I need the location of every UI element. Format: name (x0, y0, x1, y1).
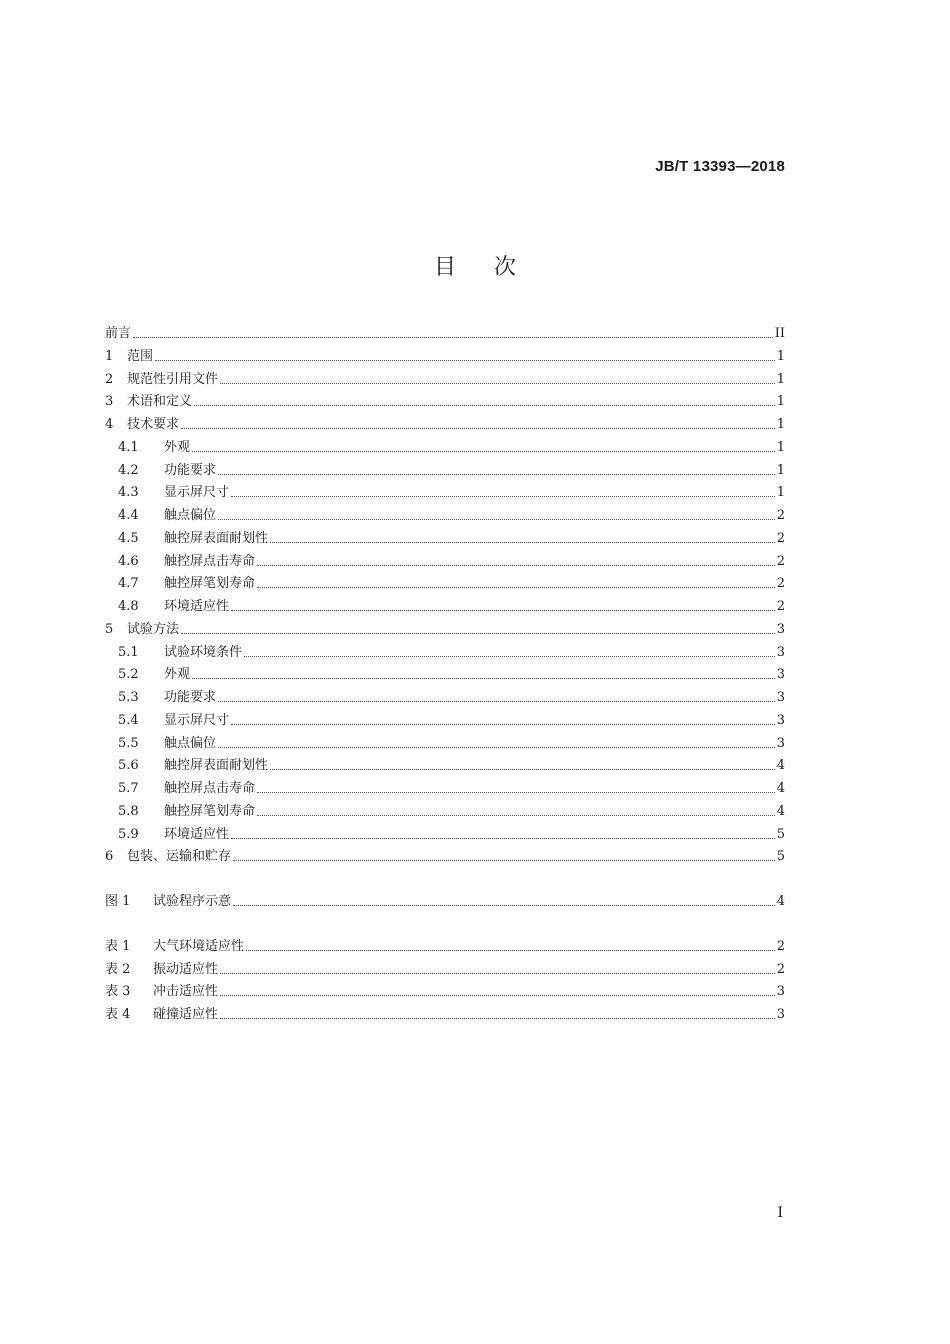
toc-entry-number: 5.6 (118, 758, 139, 773)
toc-entry-number: 表 1 (105, 939, 131, 954)
toc-entry (105, 618, 785, 638)
toc-entry-page: 2 (776, 531, 785, 546)
dot-leader (220, 994, 775, 996)
toc-entry (105, 709, 785, 729)
toc-entry-number: 5.3 (118, 690, 139, 705)
toc-entry (105, 436, 785, 456)
dot-leader (270, 768, 775, 770)
dot-leader (218, 746, 775, 748)
toc-entry-label: 冲击适应性 (153, 984, 219, 999)
toc-entry-label: 触点偏位 (164, 736, 217, 751)
toc-entry-label: 外观 (164, 440, 191, 455)
table-entry (105, 980, 785, 1000)
toc-entry-page: 4 (776, 894, 785, 909)
toc-entry-page: 2 (776, 576, 785, 591)
toc-entry-page: 1 (776, 440, 785, 455)
dot-leader (233, 904, 775, 906)
toc-entry-page: 1 (776, 372, 785, 387)
dot-leader (133, 336, 773, 338)
toc-entry-page: 3 (776, 1007, 785, 1022)
toc-entry-number: 4.4 (118, 508, 139, 523)
toc-entry (105, 504, 785, 524)
toc-entry-label: 技术要求 (127, 417, 180, 432)
toc-entry-label: 碰撞适应性 (153, 1007, 219, 1022)
standard-number: JB/T 13393—2018 (655, 158, 785, 175)
toc-entry (105, 322, 785, 342)
toc-entry (105, 845, 785, 865)
toc-entry-number: 2 (105, 372, 114, 387)
toc-entry-page: 1 (776, 463, 785, 478)
dot-leader (220, 382, 775, 384)
toc-entry (105, 823, 785, 843)
toc-entry (105, 572, 785, 592)
toc-entry-number: 4 (105, 417, 114, 432)
toc-entry-page: 3 (776, 645, 785, 660)
dot-leader (218, 700, 775, 702)
toc-entry (105, 800, 785, 820)
dot-leader (257, 564, 775, 566)
toc-entry-page: 3 (776, 713, 785, 728)
table-entry (105, 1003, 785, 1023)
toc-entry-number: 5.5 (118, 736, 139, 751)
toc-entry-number: 4.5 (118, 531, 139, 546)
toc-entry-number: 5.4 (118, 713, 139, 728)
toc-entry-page: 5 (776, 849, 785, 864)
dot-leader (244, 655, 775, 657)
toc-entry (105, 663, 785, 683)
page-number: I (777, 1205, 783, 1221)
toc-entry-page: 3 (776, 667, 785, 682)
toc-entry-page: 2 (776, 554, 785, 569)
toc-entry-label: 外观 (164, 667, 191, 682)
toc-entry (105, 595, 785, 615)
toc-entry (105, 481, 785, 501)
toc-entry-page: 3 (776, 984, 785, 999)
dot-leader (155, 359, 775, 361)
toc-entry-page: 1 (776, 485, 785, 500)
toc-entry-label: 环境适应性 (164, 827, 230, 842)
toc-entry-label: 触控屏表面耐划性 (164, 531, 269, 546)
dot-leader (218, 473, 775, 475)
toc-entry-label: 显示屏尺寸 (164, 713, 230, 728)
dot-leader (220, 1017, 775, 1019)
toc-entry (105, 345, 785, 365)
dot-leader (257, 814, 775, 816)
toc-entry-page: 5 (776, 827, 785, 842)
toc-entry (105, 641, 785, 661)
toc-entry-label: 大气环境适应性 (153, 939, 245, 954)
dot-leader (181, 632, 775, 634)
toc-entry-number: 图 1 (105, 894, 131, 909)
dot-leader (270, 541, 775, 543)
toc-entry-page: II (774, 326, 785, 341)
toc-entry (105, 459, 785, 479)
toc-entry-label: 触点偏位 (164, 508, 217, 523)
toc-entry-page: 3 (776, 690, 785, 705)
toc-entry-label: 触控屏表面耐划性 (164, 758, 269, 773)
dot-leader (231, 495, 775, 497)
dot-leader (231, 609, 775, 611)
toc-entry-label: 环境适应性 (164, 599, 230, 614)
toc-entry-number: 4.6 (118, 554, 139, 569)
dot-leader (257, 586, 775, 588)
toc-entry-label: 试验环境条件 (164, 645, 243, 660)
toc-entry-label: 触控屏笔划寿命 (164, 804, 256, 819)
toc-entry-number: 表 4 (105, 1007, 131, 1022)
toc-entry-number: 1 (105, 349, 114, 364)
toc-entry-number: 5.2 (118, 667, 139, 682)
toc-entry-number: 5.1 (118, 645, 139, 660)
dot-leader (257, 791, 775, 793)
dot-leader (218, 518, 775, 520)
toc-entry (105, 390, 785, 410)
toc-entry-number: 4.2 (118, 463, 139, 478)
table-entry (105, 935, 785, 955)
toc-entry-number: 6 (105, 849, 114, 864)
toc-entry-page: 1 (776, 349, 785, 364)
dot-leader (220, 972, 775, 974)
toc-entry (105, 686, 785, 706)
toc-entry-label: 振动适应性 (153, 962, 219, 977)
toc-entry-number: 5.8 (118, 804, 139, 819)
toc-entry (105, 527, 785, 547)
toc-entry-label: 触控屏点击寿命 (164, 554, 256, 569)
toc-entry-label: 触控屏点击寿命 (164, 781, 256, 796)
toc-entry-label: 试验程序示意 (153, 894, 232, 909)
toc-entry-number: 表 2 (105, 962, 131, 977)
toc-entry (105, 550, 785, 570)
toc-entry (105, 777, 785, 797)
toc-entry-page: 2 (776, 508, 785, 523)
toc-entry-page: 2 (776, 962, 785, 977)
toc-entry-number: 4.8 (118, 599, 139, 614)
toc-entry-label: 功能要求 (164, 463, 217, 478)
toc-entry-page: 1 (776, 417, 785, 432)
toc-entry-number: 3 (105, 394, 114, 409)
toc-entry (105, 732, 785, 752)
toc-entry-number: 4.3 (118, 485, 139, 500)
toc-entry-page: 3 (776, 736, 785, 751)
toc-entry-label: 术语和定义 (127, 394, 193, 409)
toc-entry-label: 包装、运输和贮存 (127, 849, 232, 864)
table-entry (105, 958, 785, 978)
toc-entry-label: 触控屏笔划寿命 (164, 576, 256, 591)
dot-leader (181, 427, 775, 429)
toc-entry-label: 范围 (127, 349, 154, 364)
toc-entry-number: 5.9 (118, 827, 139, 842)
toc-entry (105, 754, 785, 774)
toc-entry-number: 5.7 (118, 781, 139, 796)
dot-leader (194, 404, 775, 406)
toc-entry-page: 1 (776, 394, 785, 409)
toc-entry-number: 4.7 (118, 576, 139, 591)
dot-leader (192, 450, 775, 452)
toc-entry-page: 2 (776, 599, 785, 614)
toc-entry-page: 4 (776, 804, 785, 819)
figure-entry (105, 890, 785, 910)
dot-leader (233, 859, 775, 861)
toc-entry-label: 规范性引用文件 (127, 372, 219, 387)
toc-entry-page: 2 (776, 939, 785, 954)
toc-entry (105, 413, 785, 433)
toc-entry-page: 4 (776, 781, 785, 796)
toc-entry-label: 前言 (105, 326, 132, 341)
toc-entry (105, 368, 785, 388)
toc-entry-label: 显示屏尺寸 (164, 485, 230, 500)
dot-leader (231, 723, 775, 725)
toc-entry-number: 4.1 (118, 440, 139, 455)
toc-entry-page: 4 (776, 758, 785, 773)
toc-entry-number: 表 3 (105, 984, 131, 999)
toc-entry-label: 试验方法 (127, 622, 180, 637)
dot-leader (192, 677, 775, 679)
toc-entry-label: 功能要求 (164, 690, 217, 705)
dot-leader (231, 837, 775, 839)
toc-entry-page: 3 (776, 622, 785, 637)
dot-leader (246, 949, 775, 951)
toc-entry-number: 5 (105, 622, 114, 637)
page-title: 目次 (433, 255, 554, 280)
